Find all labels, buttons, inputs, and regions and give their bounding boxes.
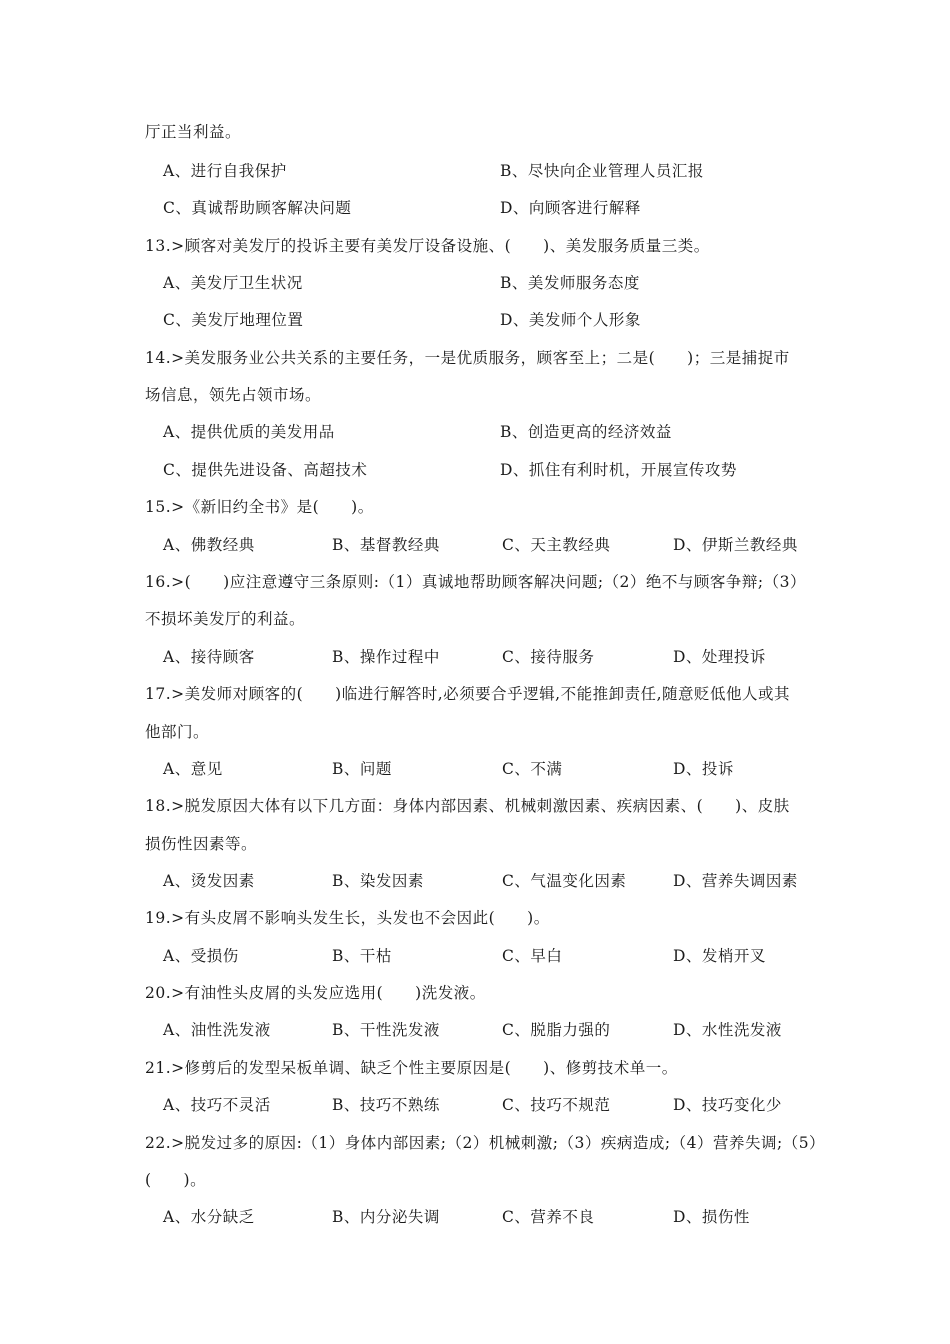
option-c: C、技巧不规范 — [502, 1096, 611, 1114]
question-13-options — [163, 271, 823, 295]
option-d: D、美发师个人形象 — [500, 311, 641, 329]
question-22-stem-continuation: ( )。 — [145, 1171, 207, 1189]
question-16-options — [163, 645, 823, 669]
question-22-stem: 22.>脱发过多的原因:（1）身体内部因素;（2）机械刺激;（3）疾病造成;（4）营养失调;（5） — [145, 1134, 826, 1152]
question-19-stem: 19.>有头皮屑不影响头发生长，头发也不会因此( )。 — [145, 909, 550, 927]
option-a: A、受损伤 — [163, 947, 239, 965]
option-d: D、向顾客进行解释 — [500, 199, 641, 217]
option-b: B、内分泌失调 — [332, 1208, 440, 1226]
question-12-options — [163, 159, 823, 183]
option-c: C、真诚帮助顾客解决问题 — [163, 199, 352, 217]
question-22-options — [163, 1205, 823, 1229]
option-a: A、油性洗发液 — [163, 1021, 271, 1039]
option-d: D、损伤性 — [673, 1208, 750, 1226]
option-d: D、水性洗发液 — [673, 1021, 782, 1039]
question-18-stem-continuation: 损伤性因素等。 — [145, 835, 258, 853]
question-14-stem-continuation: 场信息，领先占领市场。 — [145, 386, 322, 404]
option-c: C、营养不良 — [502, 1208, 595, 1226]
question-17-stem: 17.>美发师对顾客的( )临进行解答时,必须要合乎逻辑,不能推卸责任,随意贬低他人或其 — [145, 685, 791, 703]
option-b: B、操作过程中 — [332, 648, 440, 666]
option-c: C、气温变化因素 — [502, 872, 627, 890]
question-13-stem: 13.>顾客对美发厅的投诉主要有美发厅设备设施、( )、美发服务质量三类。 — [145, 237, 710, 255]
option-b: B、干枯 — [332, 947, 392, 965]
question-18-stem: 18.>脱发原因大体有以下几方面：身体内部因素、机械刺激因素、疾病因素、( )、皮肤 — [145, 797, 790, 815]
option-d: D、营养失调因素 — [673, 872, 798, 890]
option-d: D、投诉 — [673, 760, 734, 778]
question-14-options — [163, 420, 823, 444]
option-a: A、接待顾客 — [163, 648, 255, 666]
question-17-stem-continuation: 他部门。 — [145, 723, 210, 741]
option-c: C、天主教经典 — [502, 536, 611, 554]
question-12-stem-continuation: 厅正当利益。 — [145, 123, 242, 141]
option-b: B、技巧不熟练 — [332, 1096, 440, 1114]
question-21-stem: 21.>修剪后的发型呆板单调、缺乏个性主要原因是( )、修剪技术单一。 — [145, 1059, 678, 1077]
option-c: C、美发厅地理位置 — [163, 311, 304, 329]
question-18-options — [163, 869, 823, 893]
question-15-stem: 15.>《新旧约全书》是( )。 — [145, 498, 374, 516]
question-19-options — [163, 944, 823, 968]
option-a: A、提供优质的美发用品 — [163, 423, 335, 441]
option-a: A、技巧不灵活 — [163, 1096, 271, 1114]
option-c: C、脱脂力强的 — [502, 1021, 611, 1039]
question-14-stem: 14.>美发服务业公共关系的主要任务，一是优质服务，顾客至上；二是( )；三是捕捉市 — [145, 349, 790, 367]
option-b: B、干性洗发液 — [332, 1021, 440, 1039]
question-20-stem: 20.>有油性头皮屑的头发应选用( )洗发液。 — [145, 984, 486, 1002]
option-d: D、抓住有利时机，开展宣传攻势 — [500, 461, 737, 479]
question-17-options — [163, 757, 823, 781]
question-20-options — [163, 1018, 823, 1042]
option-d: D、伊斯兰教经典 — [673, 536, 798, 554]
question-21-options — [163, 1093, 823, 1117]
question-14-options-row2 — [163, 458, 823, 482]
option-c: C、提供先进设备、高超技术 — [163, 461, 368, 479]
option-d: D、发梢开叉 — [673, 947, 766, 965]
question-12-options-row2 — [163, 196, 823, 220]
option-b: B、尽快向企业管理人员汇报 — [500, 162, 704, 180]
option-a: A、烫发因素 — [163, 872, 255, 890]
option-a: A、佛教经典 — [163, 536, 255, 554]
question-15-options — [163, 533, 823, 557]
option-b: B、基督教经典 — [332, 536, 440, 554]
question-16-stem: 16.>( )应注意遵守三条原则:（1）真诚地帮助顾客解决问题;（2）绝不与顾客争辩;（3） — [145, 573, 806, 591]
option-b: B、美发师服务态度 — [500, 274, 640, 292]
option-c: C、接待服务 — [502, 648, 595, 666]
question-16-stem-continuation: 不损坏美发厅的利益。 — [145, 610, 306, 628]
option-a: A、美发厅卫生状况 — [163, 274, 303, 292]
option-c: C、早白 — [502, 947, 563, 965]
option-d: D、技巧变化少 — [673, 1096, 782, 1114]
option-d: D、处理投诉 — [673, 648, 766, 666]
option-c: C、不满 — [502, 760, 563, 778]
option-b: B、创造更高的经济效益 — [500, 423, 672, 441]
option-a: A、意见 — [163, 760, 223, 778]
option-a: A、进行自我保护 — [163, 162, 287, 180]
option-b: B、染发因素 — [332, 872, 424, 890]
option-b: B、问题 — [332, 760, 392, 778]
option-a: A、水分缺乏 — [163, 1208, 255, 1226]
question-13-options-row2 — [163, 308, 823, 332]
